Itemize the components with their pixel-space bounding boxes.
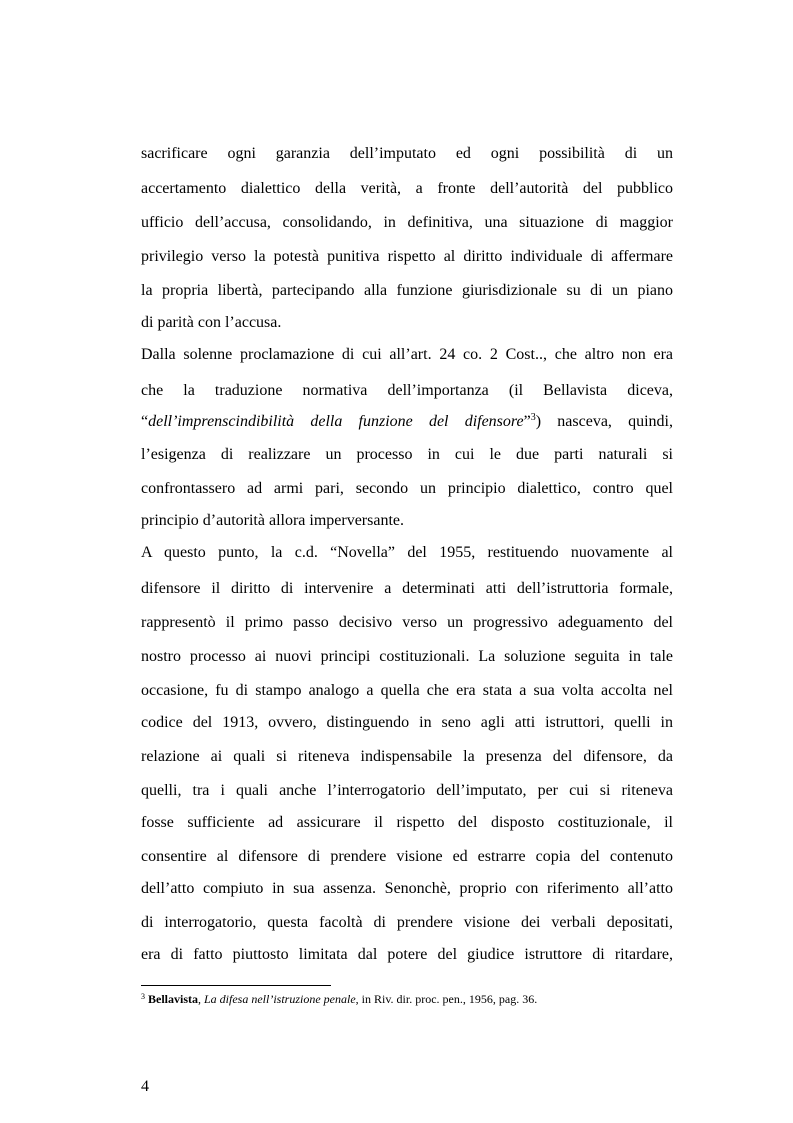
close-quote: ”: [523, 413, 531, 430]
footnote-separator-text: ,: [198, 992, 204, 1006]
body-line-9-quote: [141, 412, 673, 432]
quoted-italic-phrase: dell’imprenscindibilità della funzione del difensore: [148, 413, 524, 430]
footnote-reference[interactable]: 3: [530, 412, 536, 423]
open-quote: “: [141, 413, 149, 430]
body-line-10: l’esigenza di realizzare un processo in cui le due parti naturali si: [141, 446, 673, 463]
body-line-7: Dalla solenne proclamazione di cui all’art. 24 co. 2 Cost.., che altro non era: [141, 346, 673, 363]
body-line-19: relazione ai quali si riteneva indispensabile la presenza del difensore, da: [141, 748, 673, 765]
footnote-title: La difesa nell’istruzione penale: [204, 992, 356, 1006]
body-line-11: confrontassero ad armi pari, secondo un principio dialettico, contro quel: [141, 480, 673, 497]
body-line-5: la propria libertà, partecipando alla funzione giurisdizionale su di un piano: [141, 282, 673, 299]
body-line-16: nostro processo ai nuovi principi costituzionali. La soluzione seguita in tale: [141, 648, 673, 665]
body-line-25: era di fatto piuttosto limitata dal potere del giudice istruttore di ritardare,: [141, 946, 673, 963]
body-line-14: difensore il diritto di intervenire a determinati atti dell’istruttoria formale,: [141, 580, 673, 597]
body-line-23: dell’atto compiuto in sua assenza. Senonchè, proprio con riferimento all’atto: [141, 880, 673, 897]
footnote-number: 3: [141, 992, 145, 1001]
quote-line-rest: ) nasceva, quindi,: [535, 413, 674, 430]
footnote-3: [141, 991, 741, 1007]
body-line-8: che la traduzione normativa dell’importanza (il Bellavista diceva,: [141, 382, 673, 399]
body-line-6: di parità con l’accusa.: [141, 314, 282, 331]
body-line-12: principio d’autorità allora imperversante.: [141, 512, 405, 529]
body-line-22: consentire al difensore di prendere visione ed estrarre copia del contenuto: [141, 848, 673, 865]
body-line-17: occasione, fu di stampo analogo a quella che era stata a sua volta accolta nel: [141, 682, 673, 699]
page-number: 4: [141, 1078, 149, 1095]
footnote-separator: [141, 985, 331, 986]
body-line-15: rappresentò il primo passo decisivo verso un progressivo adeguamento del: [141, 614, 673, 631]
footnote-citation: , in Riv. dir. proc. pen., 1956, pag. 36.: [355, 992, 538, 1006]
body-line-1: sacrificare ogni garanzia dell’imputato ed ogni possibilità di un: [141, 145, 673, 162]
body-line-4: privilegio verso la potestà punitiva rispetto al diritto individuale di affermare: [141, 248, 673, 265]
body-line-2: accertamento dialettico della verità, a fronte dell’autorità del pubblico: [141, 180, 673, 197]
body-line-20: quelli, tra i quali anche l’interrogatorio dell’imputato, per cui si riteneva: [141, 782, 673, 799]
body-line-3: ufficio dell’accusa, consolidando, in definitiva, una situazione di maggior: [141, 214, 673, 231]
body-line-24: di interrogatorio, questa facoltà di prendere visione dei verbali depositati,: [141, 914, 673, 931]
body-line-13: A questo punto, la c.d. “Novella” del 1955, restituendo nuovamente al: [141, 544, 673, 561]
body-line-21: fosse sufficiente ad assicurare il rispetto del disposto costituzionale, il: [141, 814, 673, 831]
footnote-author: Bellavista: [148, 992, 198, 1006]
body-line-18: codice del 1913, ovvero, distinguendo in seno agli atti istruttori, quelli in: [141, 714, 673, 731]
